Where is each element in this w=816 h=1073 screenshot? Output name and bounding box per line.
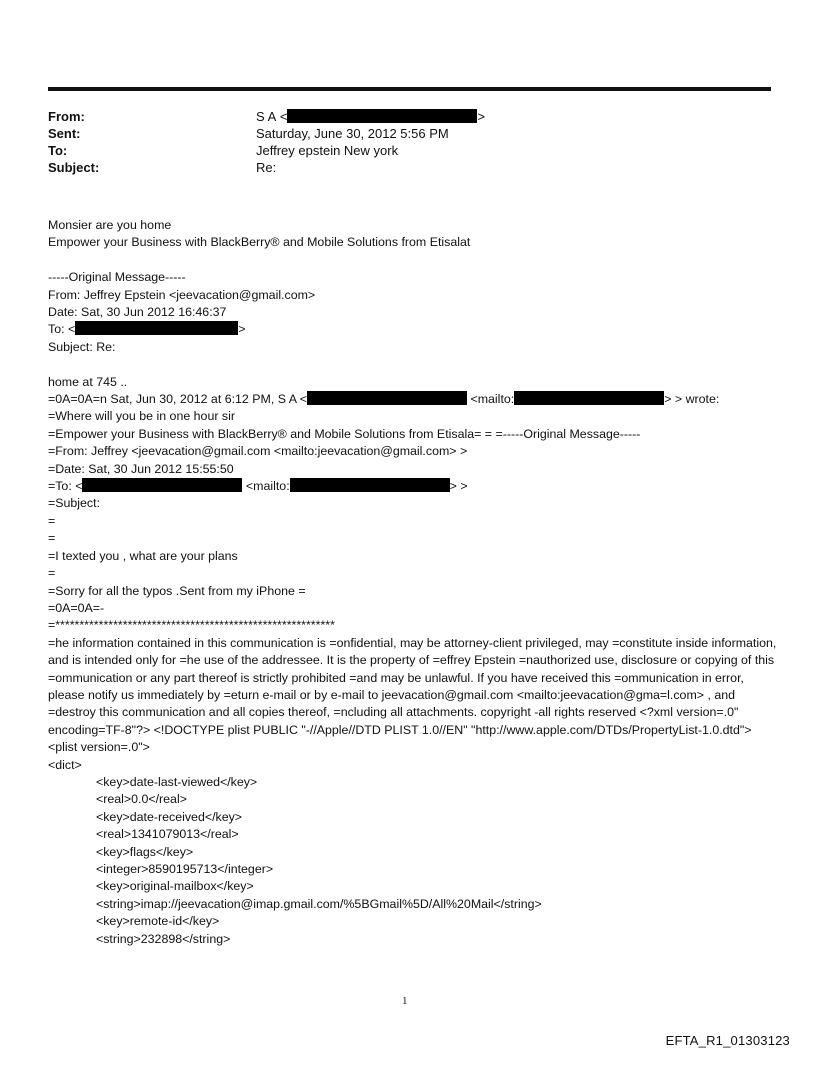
body-line: = <box>48 531 56 546</box>
body-line: To: < > <box>48 322 246 337</box>
plist-line: <string>232898</string> <box>96 931 231 946</box>
document-id: EFTA_R1_01303123 <box>665 1033 790 1048</box>
redaction-box <box>287 109 477 123</box>
plist-line: <dict> <box>48 757 82 772</box>
redaction-box <box>290 478 450 492</box>
body-line: =I texted you , what are your plans <box>48 548 238 563</box>
body-line: =Empower your Business with BlackBerry® and Mobile Solutions from Etisala= = =-----Original Message----- <box>48 426 641 441</box>
body-line: =0A=0A=n Sat, Jun 30, 2012 at 6:12 PM, S A < <mailto: > > wrote: <box>48 392 720 407</box>
plist-line: <key>date-last-viewed</key> <box>96 774 258 789</box>
body-line: =Date: Sat, 30 Jun 2012 15:55:50 <box>48 461 234 476</box>
body-line: = <box>48 566 56 581</box>
to-value: Jeffrey epstein New york <box>256 143 399 158</box>
redaction-box <box>514 391 664 405</box>
redaction-box <box>82 478 242 492</box>
body-line: =From: Jeffrey <jeevacation@gmail.com <mailto:jeevacation@gmail.com> > <box>48 444 468 459</box>
plist-line: <key>original-mailbox</key> <box>96 879 254 894</box>
body-line: =Sorry for all the typos .Sent from my iPhone = <box>48 583 306 598</box>
body-line: Monsier are you home <box>48 218 172 232</box>
plist-line: <plist version=.0"> <box>48 740 150 755</box>
plist-line: <real>0.0</real> <box>96 792 187 807</box>
body-line: =********************************************************** <box>48 618 335 633</box>
to-label: To: <box>48 143 68 158</box>
plist-line: <key>date-received</key> <box>96 809 243 824</box>
body-line: Empower your Business with BlackBerry® and Mobile Solutions from Etisalat <box>48 235 471 250</box>
body-line: =Subject: <box>48 496 101 511</box>
subject-label: Subject: <box>48 160 100 175</box>
body-line: -----Original Message----- <box>48 270 186 285</box>
header-rule <box>48 87 771 91</box>
body-line: =To: < <mailto: > > <box>48 479 468 494</box>
disclaimer-paragraph: =he information contained in this communication is =onfidential, may be attorney-client privileged, may =constitute inside information, and is intended only for =he use of the addressee. It is the property of =effrey Epstein =nauthorized use, disclosure or copying of this =ommunication or any part thereof is strictly prohibited =and may be unlawful. If you have received this =ommunication in error, please notify us immediately by =eturn e-mail or by e-mail to jeevacation@gmail.com <mailto:jeevacation@gma=l.com> , and =destroy this communication and all copies thereof, =ncluding all attachments. copyright -all rights reserved <?xml version=.0" encoding=TF-8"?> <!DOCTYPE plist PUBLIC "-//Apple//DTD PLIST 1.0//EN" "http://www.apple.com/DTDs/PropertyList-1.0.dtd"> <box>48 635 777 737</box>
email-body <box>48 217 778 948</box>
plist-line: <string>imap://jeevacation@imap.gmail.com/%5BGmail%5D/All%20Mail</string> <box>96 896 542 911</box>
body-line: From: Jeffrey Epstein <jeevacation@gmail.com> <box>48 287 316 302</box>
page-number: 1 <box>402 995 408 1007</box>
body-line: = <box>48 513 56 528</box>
plist-line: <integer>8590195713</integer> <box>96 862 274 876</box>
sent-value: Saturday, June 30, 2012 5:56 PM <box>256 126 449 141</box>
body-line: =Where will you be in one hour sir <box>48 409 235 424</box>
from-value: S A < > <box>256 109 486 124</box>
redaction-box <box>75 321 238 335</box>
plist-line: <key>flags</key> <box>96 844 194 859</box>
body-line: home at 745 .. <box>48 374 128 389</box>
subject-value: Re: <box>256 160 277 175</box>
body-line: =0A=0A=- <box>48 600 105 615</box>
sent-label: Sent: <box>48 126 81 141</box>
body-line: Subject: Re: <box>48 339 116 354</box>
plist-line: <real>1341079013</real> <box>96 827 239 842</box>
body-line: Date: Sat, 30 Jun 2012 16:46:37 <box>48 305 227 320</box>
from-label: From: <box>48 109 85 124</box>
redaction-box <box>307 391 467 405</box>
plist-line: <key>remote-id</key> <box>96 914 220 929</box>
